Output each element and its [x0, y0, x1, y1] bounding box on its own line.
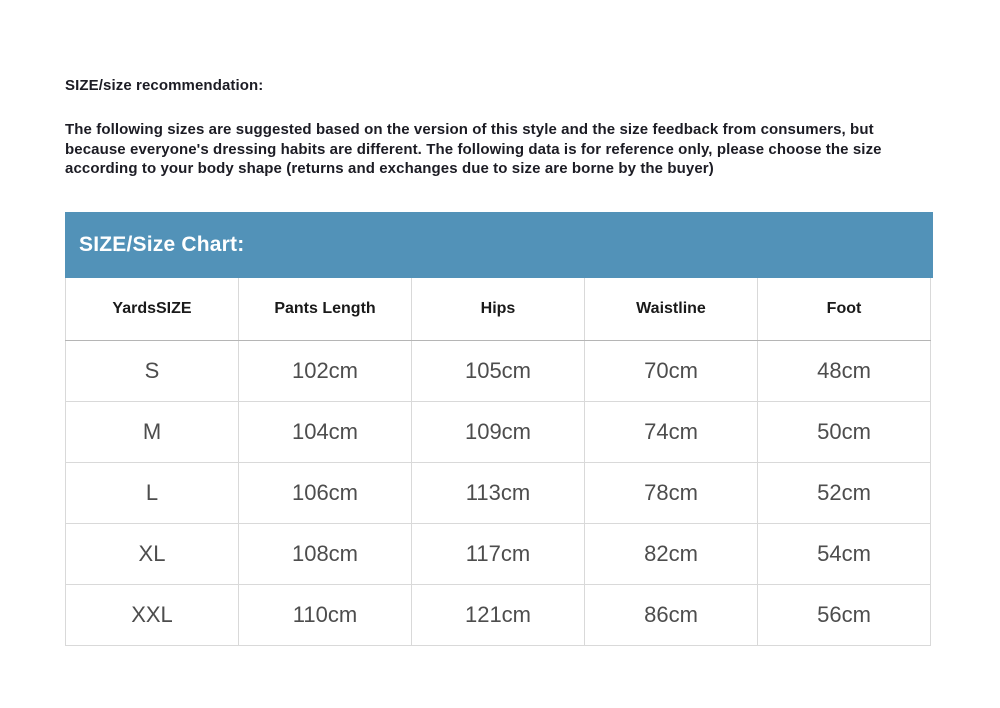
pants-length-cell: 104cm	[239, 402, 412, 463]
foot-cell: 50cm	[758, 402, 931, 463]
table-row-xxl	[66, 585, 931, 646]
pants-length-cell: 106cm	[239, 463, 412, 524]
waistline-cell: 70cm	[585, 341, 758, 402]
waistline-cell: 82cm	[585, 524, 758, 585]
size-recommendation-text: The following sizes are suggested based on the version of this style and the size feedback from consumers, but because everyone's dressing habits are different. The following data is for reference only, please choose the size according to your body shape (returns and exchanges due to size are borne by the buyer)	[65, 121, 882, 177]
pants-length-cell: 108cm	[239, 524, 412, 585]
size-label-cell: L	[66, 463, 239, 524]
pants-length-cell: 102cm	[239, 341, 412, 402]
waistline-cell: 78cm	[585, 463, 758, 524]
size-label-cell: XL	[66, 524, 239, 585]
foot-cell: 56cm	[758, 585, 931, 646]
hips-cell: 113cm	[412, 463, 585, 524]
size-recommendation-title: SIZE/size recommendation:	[65, 77, 264, 94]
size-label-cell: S	[66, 341, 239, 402]
table-row-xl	[66, 524, 931, 585]
pants-length-cell: 110cm	[239, 585, 412, 646]
table-row-m	[66, 402, 931, 463]
column-header-size: YardsSIZE	[66, 278, 239, 341]
column-header-foot: Foot	[758, 278, 931, 341]
foot-cell: 54cm	[758, 524, 931, 585]
size-chart-table	[65, 278, 931, 647]
size-chart-title: SIZE/Size Chart:	[79, 232, 245, 256]
column-header-waistline: Waistline	[585, 278, 758, 341]
column-header-hips: Hips	[412, 278, 585, 341]
table-row-l	[66, 463, 931, 524]
table-row-s	[66, 341, 931, 402]
hips-cell: 109cm	[412, 402, 585, 463]
column-header-pants-length: Pants Length	[239, 278, 412, 341]
size-label-cell: M	[66, 402, 239, 463]
foot-cell: 52cm	[758, 463, 931, 524]
waistline-cell: 86cm	[585, 585, 758, 646]
table-header-row	[66, 278, 931, 341]
size-label-cell: XXL	[131, 602, 173, 627]
size-chart-title-bar	[65, 212, 933, 278]
hips-cell: 117cm	[412, 524, 585, 585]
hips-cell: 121cm	[412, 585, 585, 646]
foot-cell: 48cm	[758, 341, 931, 402]
waistline-cell: 74cm	[585, 402, 758, 463]
hips-cell: 105cm	[412, 341, 585, 402]
size-recommendation-section	[65, 0, 933, 646]
